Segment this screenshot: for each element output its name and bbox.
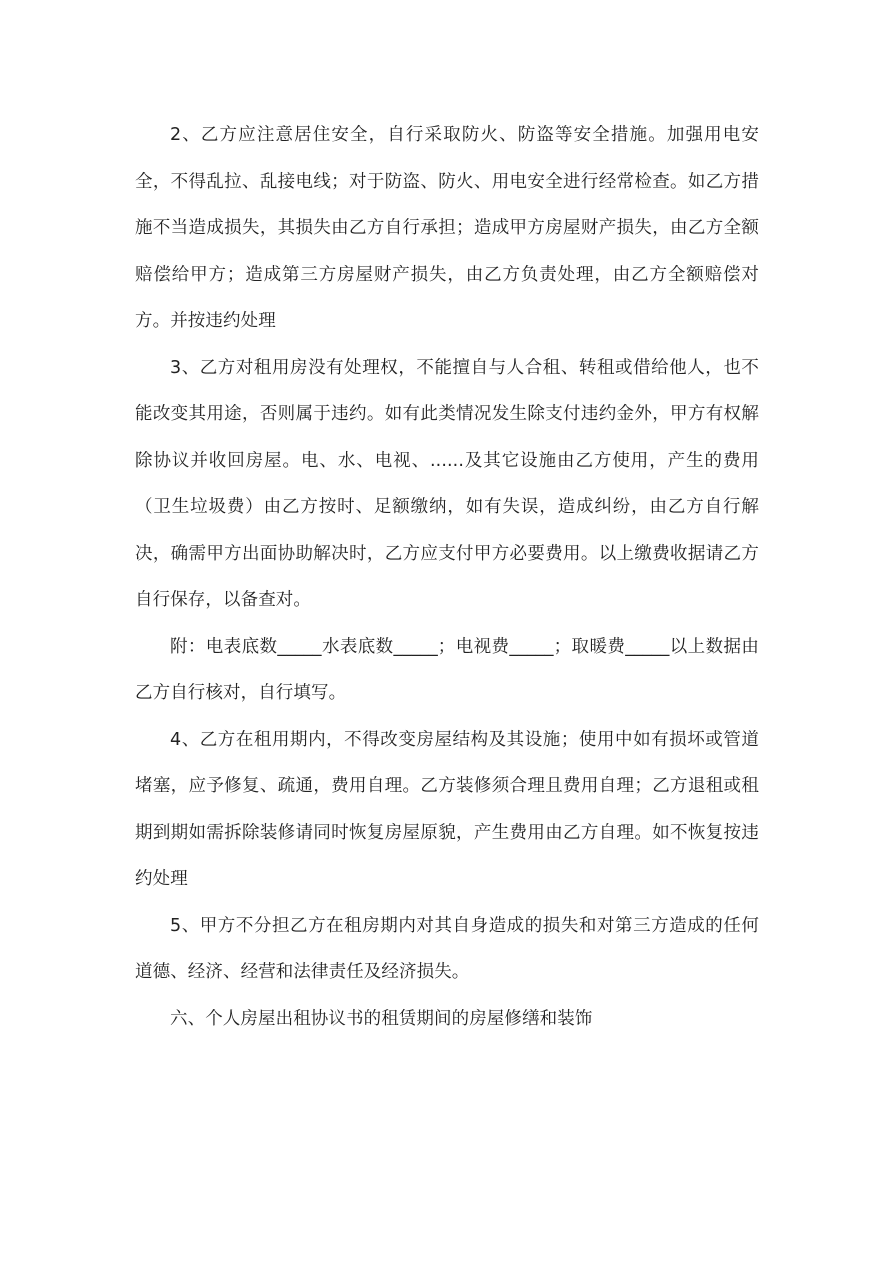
paragraph-appendix-meter-readings: 附：电表底数_____水表底数_____；电视费_____；取暖费_____以上数据由乙方自行核对，自行填写。 bbox=[135, 636, 759, 703]
section-heading-repairs-decoration: 六、个人房屋出租协议书的租赁期间的房屋修缮和装饰 bbox=[170, 1008, 593, 1029]
paragraph-clause-4-structure: 4、乙方在租用期内，不得改变房屋结构及其设施；使用中如有损坏或管道堵塞，应予修复、疏通，费用自理。乙方装修须合理且费用自理；乙方退租或租期到期如需拆除装修请同时恢复房屋原貌，产生费用由乙方自理。如不恢复按违约处理 bbox=[135, 729, 759, 889]
paragraph-clause-2-safety: 2、乙方应注意居住安全，自行采取防火、防盗等安全措施。加强用电安全，不得乱拉、乱接电线；对于防盗、防火、用电安全进行经常检查。如乙方措施不当造成损失，其损失由乙方自行承担；造成甲方房屋财产损失，由乙方全额赔偿给甲方；造成第三方房屋财产损失，由乙方负责处理，由乙方全额赔偿对方。并按违约处理 bbox=[135, 125, 759, 331]
paragraph-clause-3-usage: 3、乙方对租用房没有处理权，不能擅自与人合租、转租或借给他人，也不能改变其用途，否则属于违约。如有此类情况发生除支付违约金外，甲方有权解除协议并收回房屋。电、水、电视、......及其它设施由乙方使用，产生的费用（卫生垃圾费）由乙方按时、足额缴纳，如有失误，造成纠纷，由乙方自行解决，确需甲方出面协助解决时，乙方应支付甲方必要费用。以上缴费收据请乙方自行保存，以备查对。 bbox=[135, 357, 759, 610]
document-body bbox=[135, 112, 759, 1042]
paragraph-clause-5-liability: 5、甲方不分担乙方在租房期内对其自身造成的损失和对第三方造成的任何道德、经济、经营和法律责任及经济损失。 bbox=[135, 915, 759, 982]
